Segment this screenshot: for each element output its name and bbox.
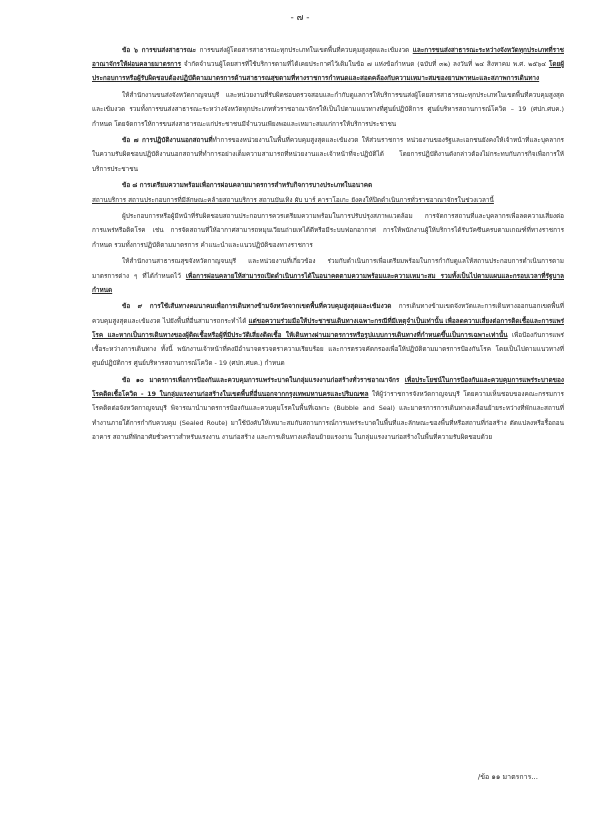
section-8-underlined-2: เพื่อการผ่อนคลายให้สามารถเปิดดำเนินการได้ในอนาคตตามความพร้อมและความเหมาะสม รวมทั้งเป็นไปตามแผนและกรอบเวลาที่รัฐบาลกำหนด (92, 271, 564, 294)
section-6-underlined: และการขนส่งสาธารณะระหว่างจังหวัดทุกประเภทที่ราชอาณาจักรให้ผ่อนคลายมาตรการ (92, 46, 564, 69)
section-9-heading: ข้อ ๙ การใช้เส้นทางคมนาคมเพื่อการเดินทางข้ามจังหวัดจากเขตพื้นที่ควบคุมสูงสุดและเข้มงวด (122, 302, 392, 311)
section-10-heading: ข้อ ๑๐ มาตรการเพื่อการป้องกันและควบคุมการแพร่ระบาดในกลุ่มแรงงานก่อสร้างทั่วราชอาณาจักร (122, 375, 400, 384)
section-9-underlined: แต่ขอความร่วมมือให้ประชาชนเดินทางเฉพาะกรณีที่มีเหตุจำเป็นเท่านั้น เพื่อลดความเสี่ยงต่อการติดเชื้อและการแพร่โรค และหากเป็นการเดินทางของผู้ติดเชื้อหรือผู้ที่มีประวัติเสี่ยงติดเชื้อ ให้เดินทางผ่านมาตรการหรือรูปแบบการเดินทางที่กำหนดขึ้นเป็นการเฉพาะเท่านั้น (92, 316, 565, 339)
section-6-text-2: จำกัดจำนวนผู้โดยสารที่ใช้บริการตามที่ได้เคยประกาศไว้เดิมในข้อ ๗ แห่งข้อกำหนด (ฉบับที่ ๓๒) ลงวันที่ ๒๔ สิงหาคม พ.ศ. ๒๕๖๔ (181, 60, 549, 69)
section-9-paragraph (92, 299, 564, 370)
section-9-text-2: เพื่อป้องกันการแพร่เชื้อระหว่างการเดินทาง ทั้งนี้ พนักงานเจ้าหน้าที่คงมีอำนาจตรวจตราความเรียบร้อย และการตรวจคัดกรองเพื่อให้ปฏิบัติตามมาตรการป้องกันโรค โดยเป็นไปตามแนวทางที่ศูนย์ปฏิบัติการ ศูนย์บริหารสถานการณ์โควิด - 19 (ศปก.ศบค.) กำหนด (92, 330, 564, 368)
section-9-text: การเดินทางข้ามเขตจังหวัดและการเดินทางออกนอกเขตพื้นที่ควบคุมสูงสุดและเข้มงวด ไปยังพื้นที่อื่นสามารถกระทำได้ (92, 302, 564, 325)
section-6-heading: ข้อ ๖ การขนส่งสาธารณะ (122, 46, 197, 54)
section-10-text: ให้ผู้ว่าราชการจังหวัดกาญจนบุรี โดยความเห็นชอบของคณะกรรมการโรคติดต่อจังหวัดกาญจนบุรี พิจารณานำมาตรการป้องกันและควบคุมโรคในพื้นที่เฉพาะ (Bubble and Seal) และมาตรการการเดินทางเคลื่อนย้ายระหว่างที่พักและสถานที่ทำงานภายใต้การกำกับควบคุม (Sealed Route) มาใช้บังคับให้เหมาะสมกับสถานการณ์การแพร่ระบาดในพื้นที่และลักษณะของพื้นที่หรือสถานที่ก่อสร้าง ตัดแปลงหรือรื้อถอนอาคาร สถานที่พักอาศัยชั่วคราวสำหรับแรงงาน งานก่อสร้าง และการเดินทางเคลื่อนย้ายแรงงาน ในกลุ่มแรงงานก่อสร้างในพื้นที่ความรับผิดชอบด้วย (92, 390, 564, 441)
section-8-paragraph-2: ผู้ประกอบการหรือผู้มีหน้าที่รับผิดชอบสถานประกอบการควรเตรียมความพร้อมในการปรับปรุงสภาพแวดล้อม การจัดการสถานที่และบุคลากรเพื่อลดความเสี่ยงต่อการแพร่หรือติดโรค เช่น การจัดสถานที่ให้อากาศสามารถหมุนเวียนถ่ายเทได้ดีหรือมีระบบฟอกอากาศ การให้พนักงานผู้ให้บริการได้รับวัคซีนครบตามเกณฑ์ที่ทางราชการกำหนด รวมทั้งการปฏิบัติตามมาตรการ คำแนะนำและแนวปฏิบัติของทางราชการ (92, 212, 564, 249)
section-7-heading: ข้อ ๗ การปฏิบัติงานนอกสถานที่ (122, 136, 213, 145)
page-number: - ๗ - (290, 13, 310, 23)
section-10-underlined: เพื่อประโยชน์ในการป้องกันและควบคุมการแพร่ระบาดของโรคติดเชื้อโควิด - 19 ในกลุ่มแรงงานก่อสร้างในเขตพื้นที่อื่นนอกจากกรุงเทพมหานครและปริมณฑล (92, 375, 564, 399)
continuation-footer: /ข้อ ๑๑ มาตรการ... (477, 773, 538, 781)
section-6-paragraph (92, 43, 564, 86)
section-8-heading: ข้อ ๘ การเตรียมความพร้อมเพื่อการผ่อนคลายมาตรการสำหรับกิจการบางประเภทในอนาคต (122, 181, 373, 190)
section-8-underlined: สถานบริการ สถานประกอบการที่มีลักษณะคล้ายสถานบริการ สถานบันเทิง ผับ บาร์ คาราโอเกะ ยังคงให้ปิดดำเนินการทั่วราชอาณาจักรในช่วงเวลานี้ (92, 195, 494, 204)
document-body (92, 43, 564, 444)
section-8-paragraph-3: ให้สำนักงานสาธารณสุขจังหวัดกาญจนบุรี และหน่วยงานที่เกี่ยวข้อง ร่วมกับดำเนินการเพื่อเตรียมพร้อมในการกำกับดูแลให้สถานประกอบการดำเนินการตามมาตรการต่าง ๆ ที่ได้กำหนดไว้ เพื่อการผ่อนคลายให้สามารถเปิดดำเนินการได้ในอนาคตตามความพร้อมและความเหมาะสม รวมทั้งเป็นไปตามแผนและกรอบเวลาที่รัฐบาลกำหนด (92, 257, 564, 294)
section-7-paragraph (92, 133, 564, 176)
section-6-underlined-2: โดยผู้ประกอบการหรือผู้รับผิดชอบต้องปฏิบัติตามมาตรการด้านสาธารณสุขตามที่ทางราชการกำหนดและสอดคล้องกับความเหมาะสมของยานพาหนะและสภาพการเดินทาง (92, 60, 564, 83)
section-6-text: การขนส่งผู้โดยสารสาธารณะทุกประเภทในเขตพื้นที่ควบคุมสูงสุดและเข้มงวด (196, 46, 413, 54)
section-7-text: ทำการของหน่วยงานในพื้นที่ควบคุมสูงสุดและเข้มงวด ให้ส่วนราชการ หน่วยงานของรัฐและเอกชนยังคงให้เจ้าหน้าที่และบุคลากรในความรับผิดชอบปฏิบัติงานนอกสถานที่ทำการอย่างเต็มความสามารถที่หน่วยงานและเจ้าหน้าที่จะปฏิบัติได้ โดยการปฏิบัติงานดังกล่าวต้องไม่กระทบกับภารกิจเพื่อการให้บริการประชาชน (92, 136, 564, 173)
section-10-paragraph (92, 373, 564, 444)
section-6-paragraph-2: ให้สำนักงานขนส่งจังหวัดกาญจนบุรี และหน่วยงานที่รับผิดชอบตรวจสอบและกำกับดูแลการให้บริการขนส่งผู้โดยสารสาธารณะทุกประเภทในเขตพื้นที่ควบคุมสูงสุดและเข้มงวด รวมทั้งการขนส่งสาธารณะระหว่างจังหวัดทุกประเภททั่วราชอาณาจักรให้เป็นไปตามแนวทางที่ศูนย์ปฏิบัติการ ศูนย์บริหารสถานการณ์โควิด – 19 (ศปก.ศบค.) กำหนด โดยจัดการให้การขนส่งสาธารณะแก่ประชาชนมีจำนวนเพียงพอและเหมาะสมแก่การให้บริการประชาชน (92, 91, 564, 128)
